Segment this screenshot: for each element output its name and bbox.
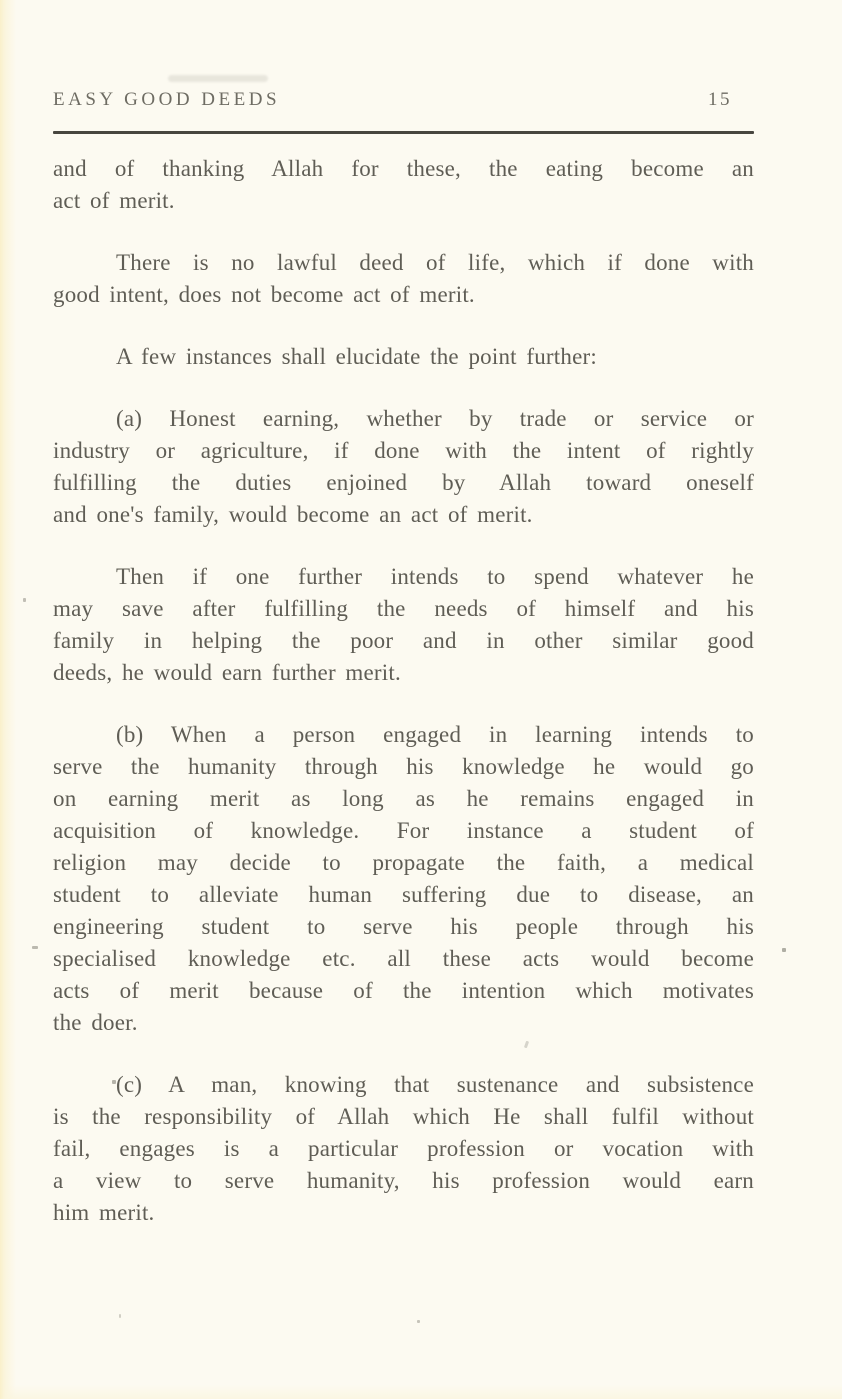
page-number: 15 (708, 89, 732, 110)
paragraph (53, 719, 754, 1039)
paragraph (53, 1069, 754, 1229)
text-line: on earning merit as long as he remains engaged in (53, 786, 754, 811)
text-line: him merit. (53, 1200, 155, 1225)
text-line: fail, engages is a particular profession or vocation with (53, 1136, 754, 1161)
text-line: acquisition of knowledge. For instance a student of (53, 818, 754, 843)
text-line: There is no lawful deed of life, which if done with (116, 250, 754, 275)
text-line: acts of merit because of the intention which motivates (53, 978, 754, 1003)
page-header (53, 89, 754, 111)
text-line: industry or agriculture, if done with the intent of rightly (53, 438, 754, 463)
text-line: act of merit. (53, 188, 175, 213)
text-line: engineering student to serve his people through his (53, 914, 754, 939)
text-line: fulfilling the duties enjoined by Allah toward oneself (53, 470, 754, 495)
text-line: Then if one further intends to spend whatever he (116, 564, 754, 589)
text-line: (b) When a person engaged in learning intends to (116, 722, 754, 747)
text-line: A few instances shall elucidate the point further: (116, 344, 597, 369)
running-head-title: EASY GOOD DEEDS (53, 89, 281, 110)
text-line: (c) A man, knowing that sustenance and subsistence (116, 1072, 754, 1097)
text-line: good intent, does not become act of merit. (53, 282, 475, 307)
text-line: deeds, he would earn further merit. (53, 660, 401, 685)
text-line: may save after fulfilling the needs of himself and his (53, 596, 754, 621)
scan-speck (112, 1080, 116, 1084)
paragraph (53, 403, 754, 531)
paragraph (53, 341, 754, 373)
scan-speck (23, 598, 26, 602)
scan-speck (119, 1314, 121, 1318)
text-line: and of thanking Allah for these, the eating become an (53, 156, 754, 181)
text-line: the doer. (53, 1010, 138, 1035)
scan-speck (417, 1320, 420, 1323)
header-rule (53, 131, 754, 134)
scan-speck (782, 948, 786, 952)
text-line: and one's family, would become an act of merit. (53, 502, 533, 527)
paragraph (53, 247, 754, 311)
ink-smudge (168, 75, 268, 82)
text-line: family in helping the poor and in other similar good (53, 628, 754, 653)
text-line: specialised knowledge etc. all these acts would become (53, 946, 754, 971)
text-line: student to alleviate human suffering due to disease, an (53, 882, 754, 907)
text-line: serve the humanity through his knowledge he would go (53, 754, 754, 779)
page-body (53, 153, 754, 1229)
text-line: (a) Honest earning, whether by trade or service or (116, 406, 754, 431)
text-line: religion may decide to propagate the faith, a medical (53, 850, 754, 875)
paragraph (53, 561, 754, 689)
scan-speck (32, 946, 38, 949)
text-line: a view to serve humanity, his profession would earn (53, 1168, 754, 1193)
text-line: is the responsibility of Allah which He shall fulfil without (53, 1104, 754, 1129)
paragraph (53, 153, 754, 217)
